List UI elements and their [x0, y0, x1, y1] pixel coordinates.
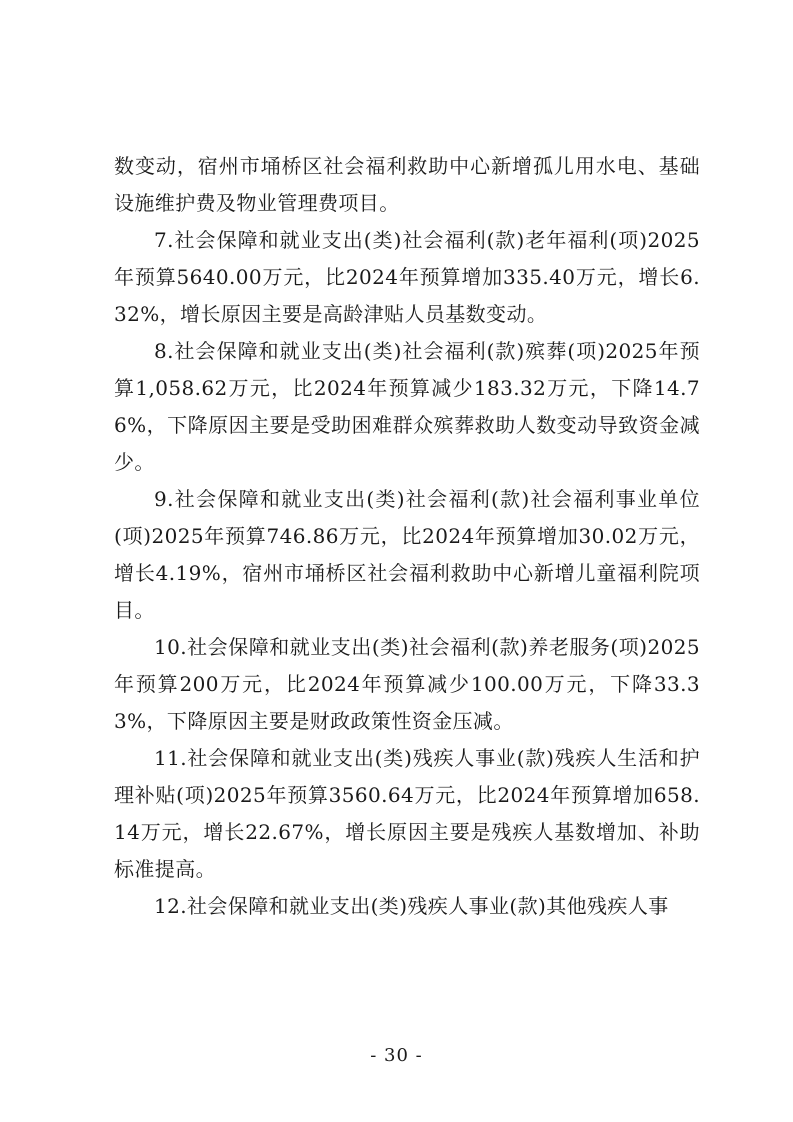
body-text: [114, 148, 700, 925]
paragraph-item-9: 9.社会保障和就业支出(类)社会福利(款)社会福利事业单位(项)2025年预算746.86万元，比2024年预算增加30.02万元，增长4.19%，宿州市埇桥区社会福利救助中心新增儿童福利院项目。: [114, 487, 700, 622]
paragraph-continuation: 数变动，宿州市埇桥区社会福利救助中心新增孤儿用水电、基础设施维护费及物业管理费项目。: [114, 154, 700, 215]
page-number: - 30 -: [370, 1045, 423, 1066]
paragraph-item-12: 12.社会保障和就业支出(类)残疾人事业(款)其他残疾人事: [154, 894, 669, 918]
paragraph-item-10: 10.社会保障和就业支出(类)社会福利(款)养老服务(项)2025年预算200万元，比2024年预算减少100.00万元，下降33.33%，下降原因主要是财政政策性资金压减。: [114, 635, 700, 733]
paragraph-item-8: 8.社会保障和就业支出(类)社会福利(款)殡葬(项)2025年预算1,058.62万元，比2024年预算减少183.32万元，下降14.76%，下降原因主要是受助困难群众殡葬救助人数变动导致资金减少。: [114, 339, 700, 474]
paragraph-item-7: 7.社会保障和就业支出(类)社会福利(款)老年福利(项)2025年预算5640.00万元，比2024年预算增加335.40万元，增长6.32%，增长原因主要是高龄津贴人员基数变动。: [114, 228, 700, 326]
paragraph-item-11: 11.社会保障和就业支出(类)残疾人事业(款)残疾人生活和护理补贴(项)2025年预算3560.64万元，比2024年预算增加658.14万元，增长22.67%，增长原因主要是残疾人基数增加、补助标准提高。: [114, 746, 700, 881]
